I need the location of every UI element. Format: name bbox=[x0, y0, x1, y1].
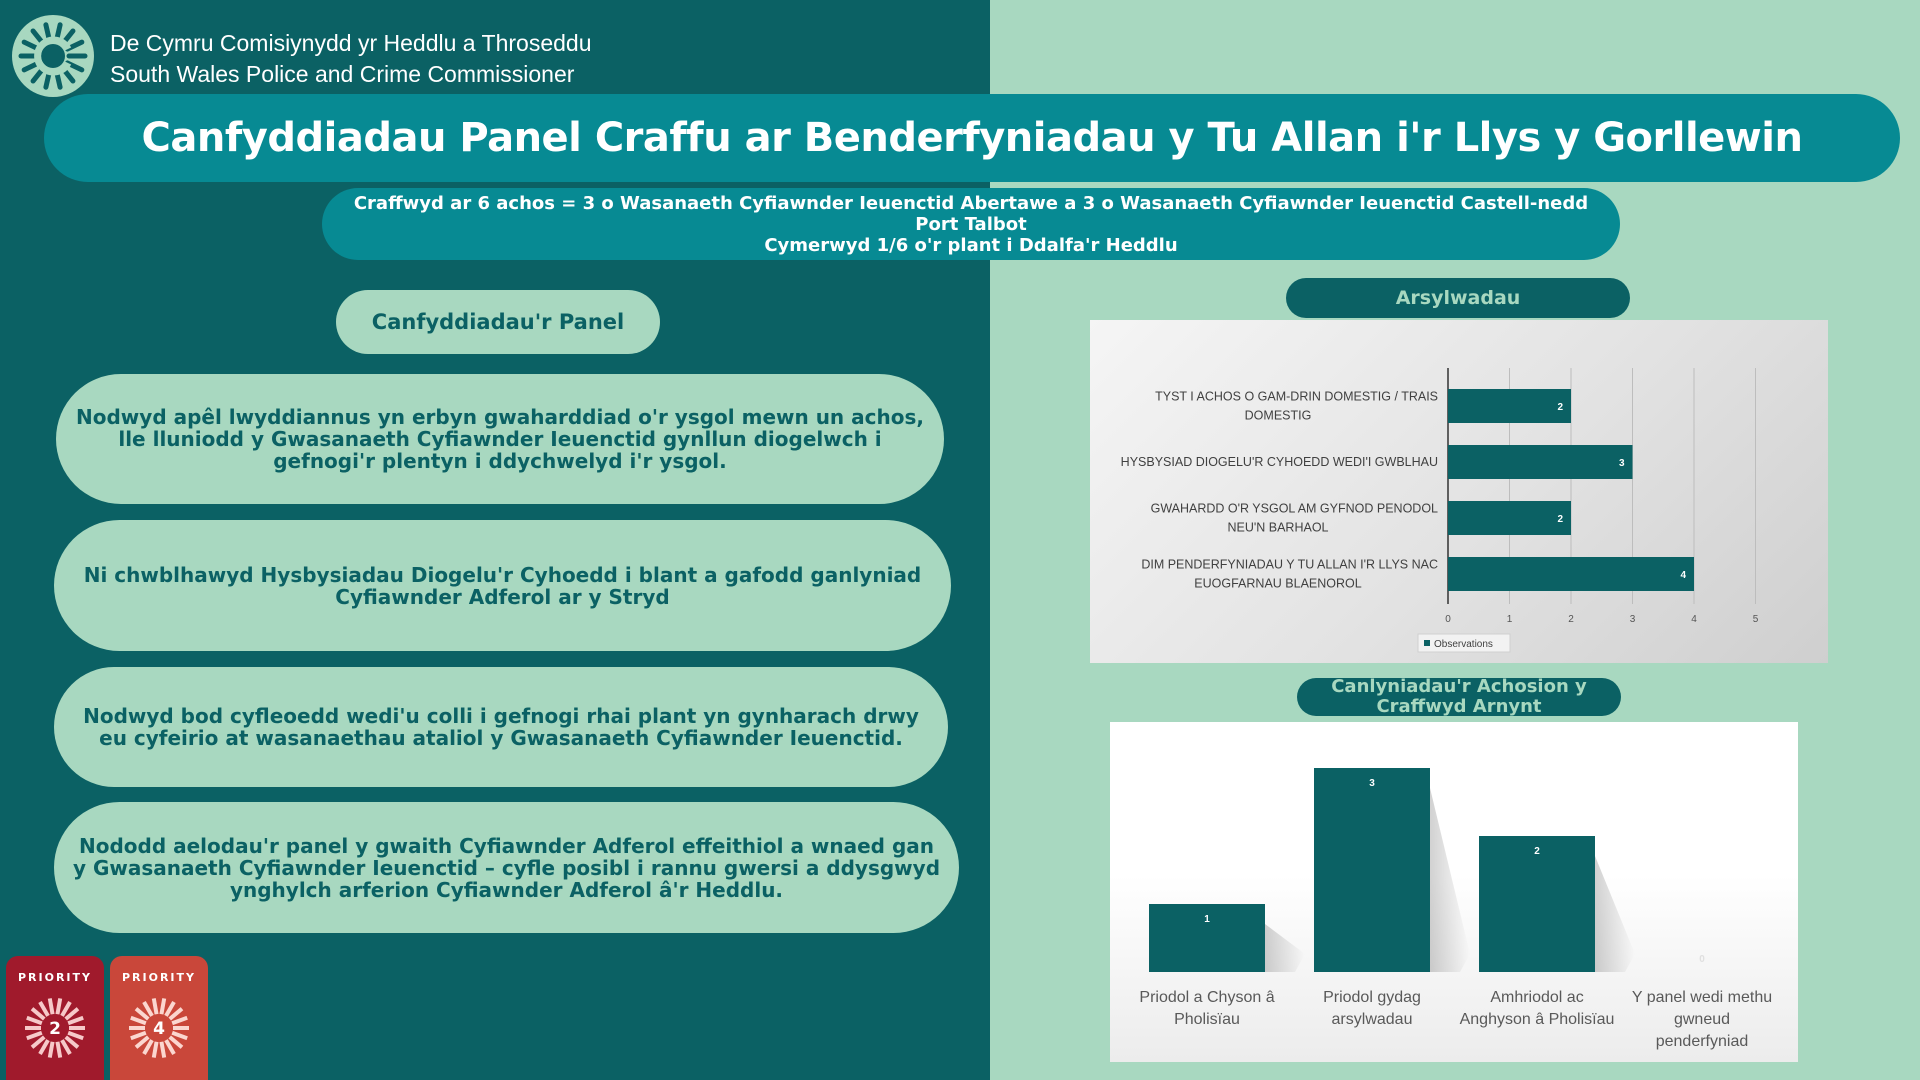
category-label: Pholisïau bbox=[1174, 1011, 1240, 1028]
finding-card bbox=[56, 374, 944, 504]
category-label: HYSBYSIAD DIOGELU'R CYHOEDD WEDI'I GWBLHAU bbox=[1120, 455, 1438, 469]
data-label: 2 bbox=[1534, 846, 1540, 857]
category-label: NEU'N BARHAOL bbox=[1227, 520, 1329, 535]
observations-heading: Arsylwadau bbox=[1286, 278, 1630, 318]
category-label: gwneud bbox=[1673, 1011, 1731, 1028]
finding-text: Nododd aelodau'r panel y gwaith Cyfiawnder Adferol effeithiol a wnaed gan y Gwasanaeth Cyfiawnder Ieuenctid – cyfle posibl i rannu gwersi a ddysgwyd ynghylch arferion Cyfiawnder Adferol â'r Heddlu. bbox=[72, 833, 941, 902]
category-label: Amhriodol ac bbox=[1490, 989, 1584, 1006]
finding-text: Nodwyd bod cyfleoedd wedi'u colli i gefnogi rhai plant yn gynharach drwy eu cyfeirio at wasanaethau ataliol y Gwasanaeth Cyfiawnder Ieuenctid. bbox=[83, 704, 919, 750]
category-label: DOMESTIG bbox=[1244, 408, 1312, 423]
data-label: 3 bbox=[1618, 458, 1625, 469]
legend-swatch bbox=[1424, 640, 1430, 646]
category-label: TYST I ACHOS O GAM-DRIN DOMESTIG / TRAIS bbox=[1155, 389, 1438, 404]
organisation-name-welsh: De Cymru Comisiynydd yr Heddlu a Throseddu bbox=[110, 30, 592, 56]
category-label: GWAHARDD O'R YSGOL AM GYFNOD PENODOL bbox=[1150, 501, 1438, 516]
bar-shadow bbox=[1595, 856, 1635, 972]
x-tick-label: 3 bbox=[1629, 614, 1636, 625]
finding-card bbox=[54, 667, 948, 787]
subtitle-banner bbox=[322, 188, 1620, 260]
legend-label: Observations bbox=[1434, 639, 1493, 650]
bar-shadow bbox=[1265, 924, 1305, 972]
x-tick-label: 4 bbox=[1691, 614, 1697, 625]
bar bbox=[1314, 768, 1430, 972]
observations-chart bbox=[1090, 320, 1828, 663]
organisation-name-english: South Wales Police and Crime Commissioner bbox=[110, 61, 575, 87]
subtitle-custody: Cymerwyd 1/6 o'r plant i Ddalfa'r Heddlu bbox=[764, 234, 1178, 256]
outcomes-chart-svg bbox=[1110, 722, 1798, 1062]
subtitle-cases: Craffwyd ar 6 achos = 3 o Wasanaeth Cyfiawnder Ieuenctid Abertawe a 3 o Wasanaeth Cyfiawnder Ieuenctid Castell-nedd Port Talbot bbox=[353, 192, 1589, 235]
legend bbox=[1418, 634, 1510, 652]
badge-label: PRIORITY bbox=[17, 971, 93, 984]
category-label: Y panel wedi methu bbox=[1631, 989, 1773, 1006]
category-label: arsylwadau bbox=[1331, 1011, 1413, 1028]
priority-2-badge bbox=[6, 956, 104, 1080]
x-tick-label: 5 bbox=[1752, 614, 1759, 625]
data-label: 3 bbox=[1369, 778, 1375, 789]
bar-shadow bbox=[1430, 788, 1470, 972]
outcomes-heading-line: Craffwyd Arnynt bbox=[1376, 696, 1542, 716]
category-label: DIM PENDERFYNIADAU Y TU ALLAN I'R LLYS NAC bbox=[1141, 557, 1438, 572]
x-tick-label: 2 bbox=[1568, 614, 1574, 625]
x-tick-label: 0 bbox=[1445, 614, 1451, 625]
bar bbox=[1448, 501, 1571, 535]
category-label: EUOGFARNAU BLAENOROL bbox=[1194, 576, 1362, 591]
finding-text: Nodwyd apêl lwyddiannus yn erbyn gwaharddiad o'r ysgol mewn un achos, lle lluniodd y Gwasanaeth Cyfiawnder Ieuenctid gynllun diogelwch i gefnogi'r plentyn i ddychwelyd i'r ysgol. bbox=[76, 405, 924, 473]
data-label: 2 bbox=[1557, 514, 1563, 525]
commissioner-logo-icon bbox=[12, 15, 94, 97]
bar bbox=[1448, 557, 1694, 591]
category-label: Anghyson â Pholisïau bbox=[1459, 1011, 1615, 1028]
category-label: penderfyniad bbox=[1655, 1033, 1749, 1050]
data-label: 2 bbox=[1557, 402, 1563, 413]
outcomes-chart bbox=[1110, 722, 1798, 1062]
finding-text: Ni chwblhawyd Hysbysiadau Diogelu'r Cyhoedd i blant a gafodd ganlyniad Cyfiawnder Adferol ar y Stryd bbox=[83, 562, 922, 609]
organisation-name bbox=[110, 28, 592, 90]
title-banner bbox=[44, 94, 1900, 182]
bar bbox=[1448, 445, 1633, 479]
category-label: Priodol a Chyson â bbox=[1139, 989, 1275, 1006]
priority-4-badge bbox=[110, 956, 208, 1080]
category-label: Priodol gydag bbox=[1323, 989, 1421, 1006]
observations-chart-svg bbox=[1090, 320, 1828, 663]
bar bbox=[1448, 389, 1571, 423]
data-label: 1 bbox=[1204, 914, 1210, 925]
outcomes-heading-line: Canlyniadau'r Achosion y bbox=[1331, 678, 1587, 697]
badge-label: PRIORITY bbox=[121, 971, 197, 984]
data-label: 0 bbox=[1699, 954, 1705, 965]
finding-card bbox=[54, 520, 951, 651]
outcomes-heading bbox=[1297, 678, 1621, 716]
badge-number: 4 bbox=[153, 1019, 165, 1039]
x-tick-label: 1 bbox=[1506, 614, 1513, 625]
panel-findings-heading: Canfyddiadau'r Panel bbox=[336, 290, 660, 354]
page-title: Canfyddiadau Panel Craffu ar Benderfyniadau y Tu Allan i'r Llys y Gorllewin bbox=[141, 115, 1803, 161]
finding-card bbox=[54, 802, 959, 933]
badge-number: 2 bbox=[49, 1019, 61, 1039]
data-label: 4 bbox=[1680, 570, 1686, 581]
